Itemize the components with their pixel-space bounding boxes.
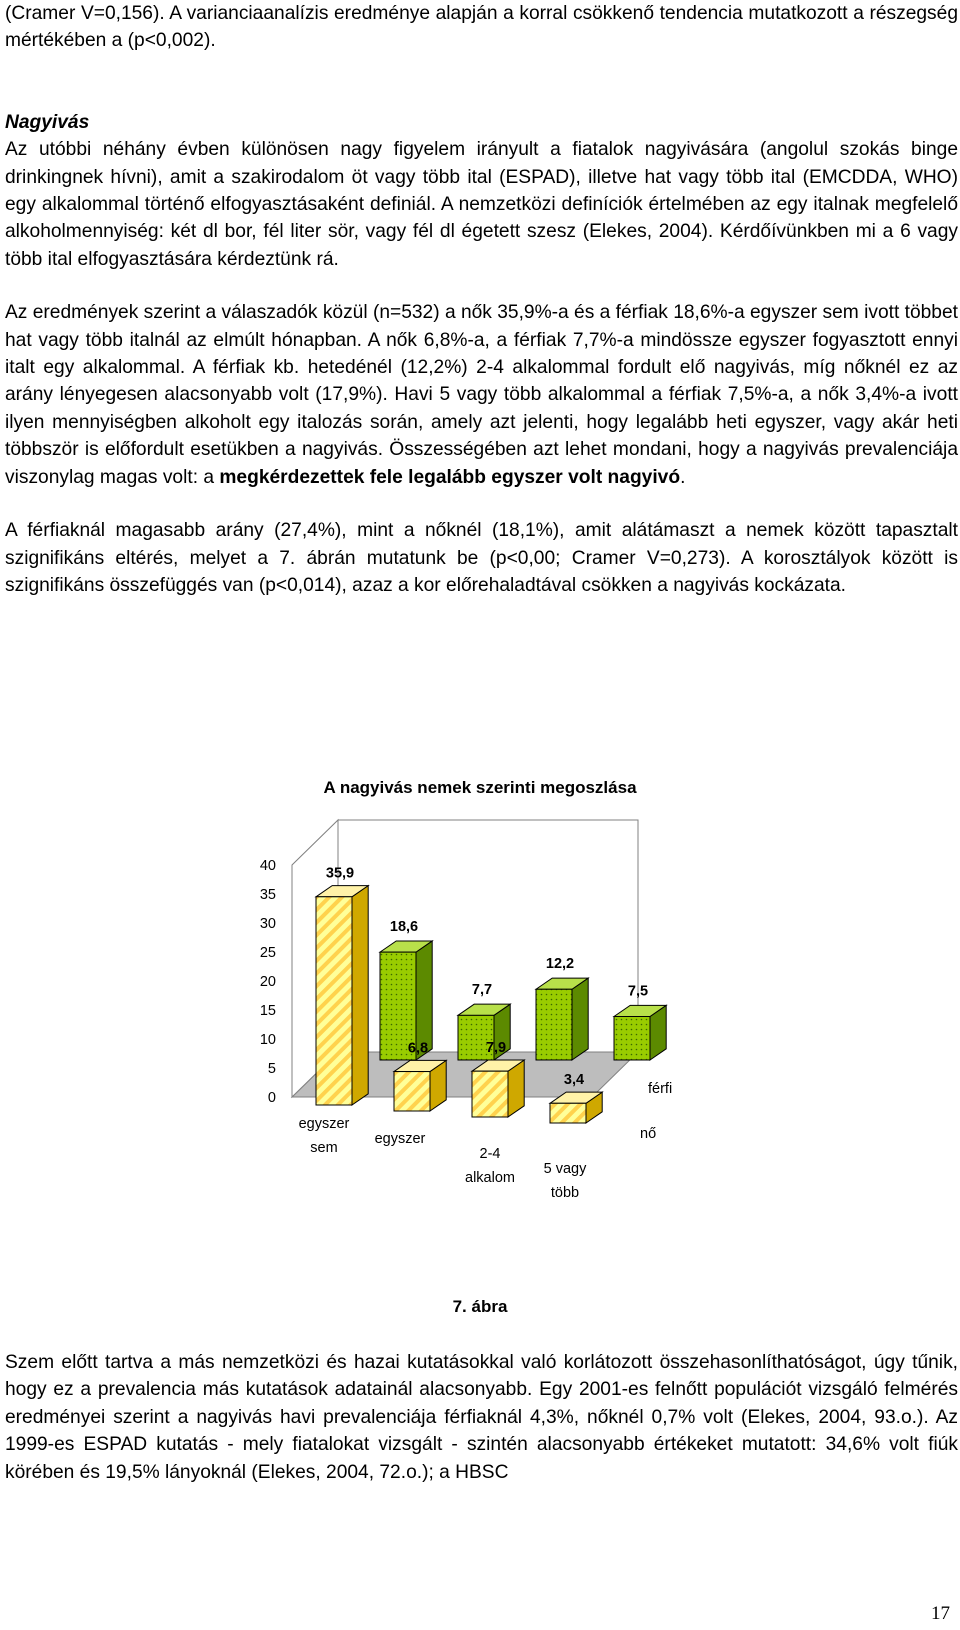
data-label-no: 3,4 <box>563 1072 585 1089</box>
bar-no <box>316 897 352 1105</box>
series-label-ferfi: férfi <box>648 1081 673 1097</box>
category-label: 5 vagy <box>543 1161 587 1177</box>
y-tick-label: 30 <box>259 916 276 932</box>
bar-ferfi <box>614 1017 650 1061</box>
bar-no <box>550 1103 586 1123</box>
category-label: egyszer <box>298 1116 350 1132</box>
category-label: alkalom <box>465 1170 515 1186</box>
paragraph-results <box>5 299 958 491</box>
series-label-no: nő <box>640 1126 657 1142</box>
bar-no <box>472 1071 508 1117</box>
category-label: sem <box>310 1140 338 1156</box>
bar-ferfi <box>536 989 572 1060</box>
category-label: több <box>550 1185 580 1201</box>
data-label-no: 7,9 <box>485 1040 507 1057</box>
intro-paragraph: (Cramer V=0,156). A varianciaanalízis eredménye alapján a korral csökkenő tendencia mutatkozott a részegség mértékében a (p<0,002). <box>5 3 958 52</box>
results-highlight: megkérdezettek fele legalább egyszer volt nagyivó <box>219 466 681 488</box>
y-tick-label: 35 <box>259 887 276 903</box>
bar-no <box>394 1072 430 1111</box>
y-tick-label: 25 <box>259 945 276 961</box>
data-label-ferfi: 12,2 <box>545 956 575 973</box>
y-tick-label: 5 <box>267 1061 276 1077</box>
section-heading: Nagyivás <box>5 111 90 133</box>
bar-chart-3d <box>0 778 960 1238</box>
data-label-ferfi: 7,7 <box>471 982 493 999</box>
data-label-ferfi: 7,5 <box>627 983 649 1000</box>
paragraph-gender: A férfiaknál magasabb arány (27,4%), mint a nőknél (18,1%), amit alátámaszt a nemek között tapasztalt szignifikáns eltérés, melyet a 7. ábrán mutatunk be (p<0,00; Cramer V=0,273). A korosztályok között is szignifikáns összefüggés van (p<0,014), azaz a kor előrehaladtával csökken a nagyivás kockázata. <box>5 520 958 596</box>
y-tick-label: 15 <box>259 1003 276 1019</box>
y-tick-label: 0 <box>267 1090 276 1106</box>
document-body <box>5 0 958 599</box>
y-tick-label: 10 <box>259 1032 276 1048</box>
bar-no-side <box>352 886 368 1105</box>
chart-container <box>0 778 960 1238</box>
chart-title: A nagyivás nemek szerinti megoszlása <box>323 778 637 797</box>
y-tick-label: 20 <box>259 974 276 990</box>
data-label-ferfi: 18,6 <box>389 918 419 935</box>
page-number: 17 <box>931 1603 950 1624</box>
results-end: . <box>680 466 686 488</box>
paragraph-comparison: Szem előtt tartva a más nemzetközi és hazai kutatásokkal való korlátozott összehasonlíthatóságot, úgy tűnik, hogy ez a prevalencia más kutatások adatainál alacsonyabb. Egy 2001-es felnőtt populációt vizsgáló felmérés eredményei szerint a nagyivás havi prevalenciája férfiaknál 4,3%, nőknél 0,7% volt (Elekes, 2004, 93.o.). Az 1999-es ESPAD kutatás - mely fiatalokat vizsgált - szintén alacsonyabb értékeket mutatott: 34,6% volt fiúk körében és 19,5% lányoknál (Elekes, 2004, 72.o.); a HBSC <box>5 1352 958 1483</box>
results-text: Az eredmények szerint a válaszadók közül (n=532) a nők 35,9%-a és a férfiak 18,6%-a egyszer sem ivott többet hat vagy több italnál az elmúlt hónapban. A nők 6,8%-a, a férfiak 7,7%-a mindössze egyszer fogyasztott ennyi italt egy alkalommal. A férfiak kb. hetedénél (12,2%) 2-4 alkalommal fordult elő nagyivás, míg nőknél ez az arány lényegesen alacsonyabb volt (17,9%). Havi 5 vagy több alkalommal a férfiak 7,5%-a, a nők 3,4%-a ivott ilyen mennyiségben alkoholt egy italozás során, amely azt jelenti, hogy legalább heti egyszer, vagy akár heti többször is előfordult esetükben a nagyivás. Összességében azt lehet mondani, hogy a nagyivás prevalenciája viszonylag magas volt: a <box>5 302 958 488</box>
data-label-no: 6,8 <box>407 1040 429 1057</box>
paragraph-definition: Az utóbbi néhány évben különösen nagy figyelem irányult a fiatalok nagyivására (angolul szokás binge drinkingnek hívni), amit a szakirodalom öt vagy több ital (ESPAD), illetve hat vagy több ital (EMCDDA, WHO) egy alkalommal történő elfogyasztásaként definiál. A nemzetközi definíciók értelmében az egy italnak megfelelő alkoholmennyiség: két dl bor, fél liter sör, vagy fél dl égetett szesz (Elekes, 2004). Kérdőívünkben mi a 6 vagy több ital elfogyasztására kérdeztünk rá. <box>5 139 958 270</box>
category-label: 2-4 <box>479 1146 501 1162</box>
y-tick-label: 40 <box>259 858 276 874</box>
bar-ferfi-side <box>572 978 588 1060</box>
category-label: egyszer <box>374 1131 426 1147</box>
data-label-no: 35,9 <box>325 865 355 882</box>
figure-caption: 7. ábra <box>452 1297 508 1316</box>
